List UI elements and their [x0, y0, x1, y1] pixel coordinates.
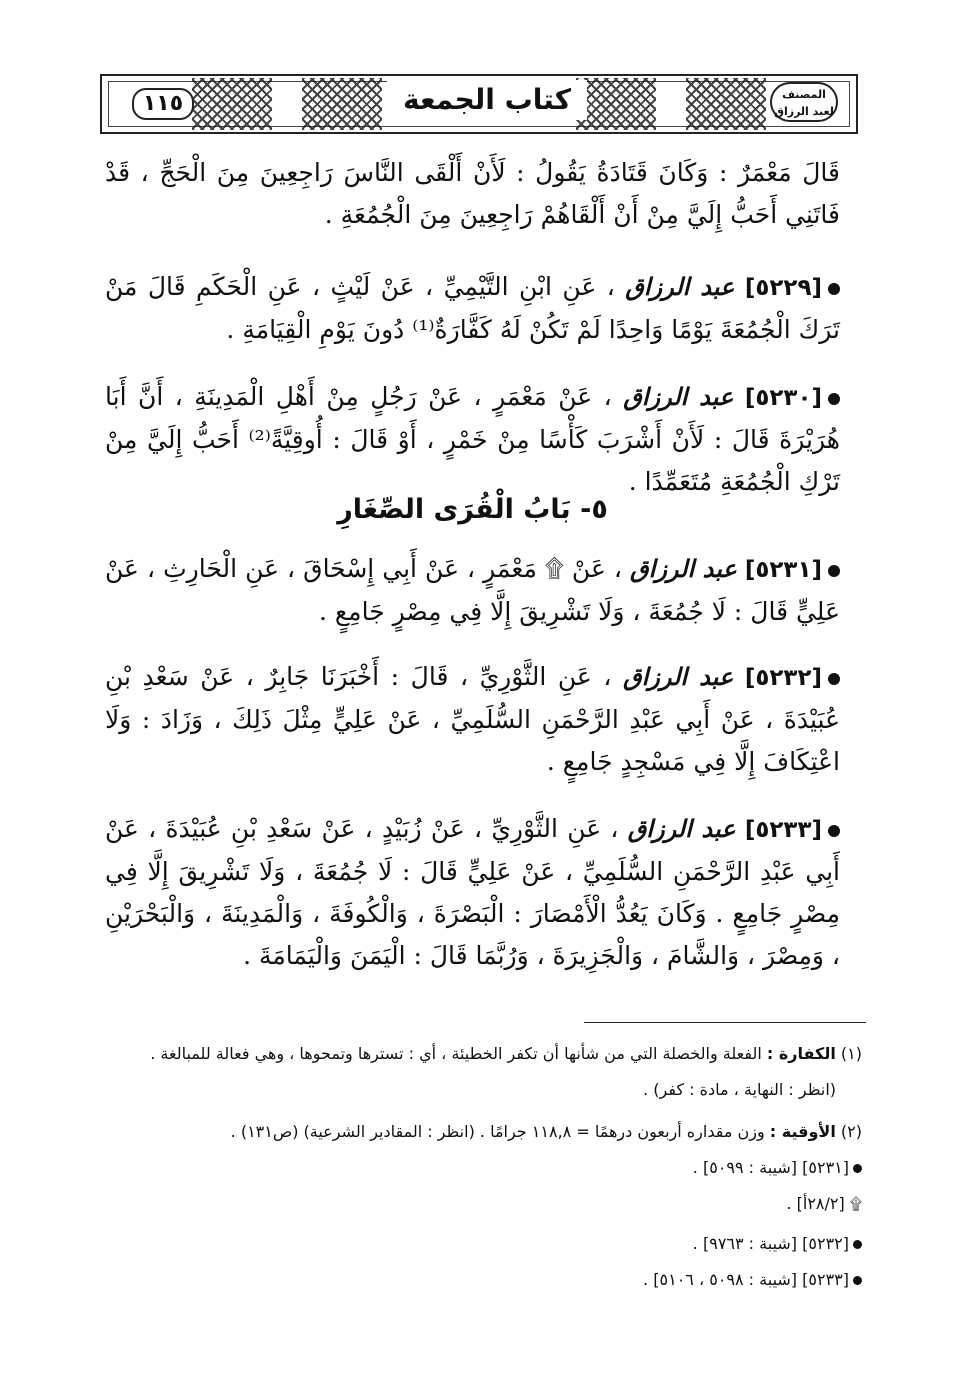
source-note-text: [٥٢٣٢] [شيبة : ٩٧٦٣] . — [692, 1234, 849, 1253]
narrator-name: عبد الرزاق — [630, 555, 737, 583]
paragraph-text: قَالَ مَعْمَرٌ : وَكَانَ قَتَادَةُ يَقُولُ : لَأَنْ أَلْقَى النَّاسَ رَاجِعِينَ مِنَ الْحَجِّ ، قَدْ فَاتَنِي أَحَبُّ إِلَيَّ مِنْ أَنْ أَلْقَاهُمْ رَاجِعِينَ مِنَ الْجُمُعَةِ . — [105, 158, 840, 229]
footnote-2 — [100, 1118, 862, 1146]
hadith-text — [105, 808, 840, 977]
hadith-number: [٥٢٣٣] — [744, 817, 823, 843]
seal-line: المصنف — [782, 88, 826, 101]
narrator-name: عبد الرزاق — [623, 663, 734, 691]
footnote-number: (٢) — [840, 1122, 862, 1141]
ornament-pattern — [686, 78, 766, 130]
footnote-number: (١) — [840, 1044, 862, 1063]
seal-line: لعبد الرزاق — [774, 105, 834, 118]
source-note-text: [٥٢٣١] [شيبة : ٥٠٩٩] . — [692, 1158, 849, 1177]
hadith-body: ، عَنِ الثَّوْرِيِّ ، قَالَ : أَخْبَرَنَا جَابِرٌ ، عَنْ سَعْدِ بْنِ عُبَيْدَةَ ، عَنْ أَبِي عَبْدِ الرَّحْمَنِ السُّلَمِيِّ ، عَنْ عَلِيٍّ مِثْلَ ذَلِكَ ، وَزَادَ : وَلَا اعْتِكَافَ إِلَّا فِي مَسْجِدٍ جَامِعٍ . — [105, 662, 840, 776]
hadith-5230 — [105, 376, 840, 503]
chapter-title: كتاب الجمعة — [387, 80, 587, 120]
hadith-body: ، عَنْ ۩ مَعْمَرٍ ، عَنْ أَبِي إِسْحَاقَ ، عَنِ الْحَارِثِ ، عَنْ عَلِيٍّ قَالَ : لَا جُمُعَةَ ، وَلَا تَشْرِيقَ إِلَّا فِي مِصْرٍ جَامِعٍ . — [105, 554, 840, 626]
bullet-icon — [828, 283, 840, 295]
source-note — [100, 1266, 862, 1294]
source-note — [100, 1154, 862, 1182]
page-header — [100, 74, 858, 134]
footnote-text: الفعلة والخصلة التي من شأنها أن تكفر الخطيئة ، أي : تسترها وتمحوها ، وهي فعالة للمبالغة . — [150, 1044, 762, 1063]
footnote-term: الكفارة : — [766, 1044, 836, 1063]
hadith-body: ، عَنِ ابْنِ التَّيْمِيِّ ، عَنْ لَيْثٍ ، عَنِ الْحَكَمِ قَالَ مَنْ تَرَكَ الْجُمُعَةَ يَوْمًا وَاحِدًا لَمْ تَكُنْ لَهُ كَفَّارَةٌ⁽¹⁾ دُونَ يَوْمِ الْقِيَامَةِ . — [105, 272, 840, 344]
narrator-name: عبد الرزاق — [625, 273, 735, 301]
hadith-number: [٥٢٣٢] — [744, 665, 823, 691]
manuscript-note-text: ۩ [٢٨/٢أ] . — [786, 1194, 862, 1213]
ornament-pattern — [576, 78, 656, 130]
source-note-text: [٥٢٣٣] [شيبة : ٥٠٩٨ ، ٥١٠٦] . — [643, 1270, 849, 1289]
bullet-icon — [853, 1164, 862, 1173]
footnote-term: الأوقية : — [769, 1122, 836, 1141]
bullet-icon — [828, 825, 840, 837]
hadith-number: [٥٢٣١] — [744, 557, 822, 583]
hadith-5231 — [105, 548, 840, 633]
footnote-text: وزن مقداره أربعون درهمًا = ١١٨,٨ جرامًا . (انظر : المقادير الشرعية) (ص١٣١) . — [230, 1122, 765, 1141]
narrator-name: عبد الرزاق — [627, 815, 736, 843]
bullet-icon — [853, 1276, 862, 1285]
hadith-text — [105, 376, 840, 503]
ornament-pattern — [192, 78, 272, 130]
hadith-body: ، عَنِ الثَّوْرِيِّ ، عَنْ زُبَيْدٍ ، عَنْ سَعْدِ بْنِ عُبَيْدَةَ ، عَنْ أَبِي عَبْدِ الرَّحْمَنِ السُّلَمِيِّ ، عَنْ عَلِيٍّ قَالَ : لَا جُمُعَةَ ، وَلَا تَشْرِيقَ إِلَّا فِي مِصْرٍ جَامِعٍ . وَكَانَ يَعُدُّ الْأَمْصَارَ : الْبَصْرَةَ ، وَالْكُوفَةَ ، وَالْمَدِينَةَ ، وَالْبَحْرَيْنِ ، وَمِصْرَ ، وَالشَّامَ ، وَالْجَزِيرَةَ ، وَرُبَّمَا قَالَ : الْيَمَنَ وَالْيَمَامَةَ . — [105, 814, 840, 970]
hadith-5229 — [105, 266, 840, 351]
hadith-text — [105, 656, 840, 783]
hadith-5232 — [105, 656, 840, 783]
bullet-icon — [853, 1240, 862, 1249]
page-number: ١١٥ — [132, 88, 194, 120]
manuscript-note — [100, 1190, 862, 1218]
hadith-text — [105, 548, 840, 633]
footnote-text: (انظر : النهاية ، مادة : كفر) . — [643, 1080, 836, 1099]
section-heading: ٥- بَابُ الْقُرَى الصِّغَارِ — [337, 494, 608, 525]
hadith-number: [٥٢٢٩] — [744, 275, 823, 301]
bullet-icon — [828, 565, 840, 577]
footnote-divider — [584, 1022, 866, 1023]
book-seal — [770, 82, 838, 122]
bullet-icon — [828, 673, 840, 685]
footnote-1 — [100, 1040, 862, 1068]
hadith-text — [105, 266, 840, 351]
hadith-body: ، عَنْ مَعْمَرٍ ، عَنْ رَجُلٍ مِنْ أَهْلِ الْمَدِينَةِ ، أَنَّ أَبَا هُرَيْرَةَ قَالَ : لَأَنْ أَشْرَبَ كَأْسًا مِنْ خَمْرٍ ، أَوْ قَالَ : أُوقِيَّةً⁽²⁾ أَحَبُّ إِلَيَّ مِنْ تَرْكِ الْجُمُعَةِ مُتَعَمِّدًا . — [105, 382, 840, 496]
bullet-icon — [828, 393, 840, 405]
hadith-number: [٥٢٣٠] — [744, 385, 822, 411]
hadith-5233 — [105, 808, 840, 977]
source-note — [100, 1230, 862, 1258]
footnote-1-continuation — [100, 1076, 862, 1104]
narrator-name: عبد الرزاق — [623, 383, 734, 411]
paragraph-1 — [105, 152, 840, 236]
ornament-pattern — [302, 78, 382, 130]
